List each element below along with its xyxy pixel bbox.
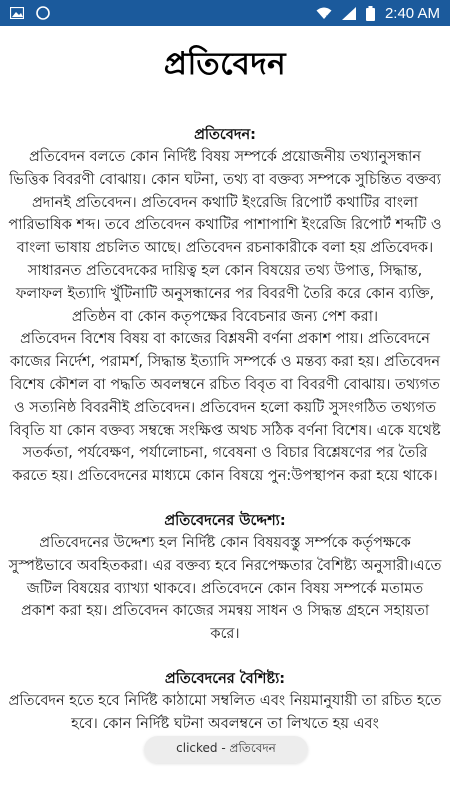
section-heading: প্রতিবেদনের উদ্দেশ্য: bbox=[164, 512, 286, 529]
paragraph: প্রতিবেদনের উদ্দেশ্য হল নির্দিষ্ট কোন বিষয়বস্তু সর্ম্পকে কর্তৃপক্ষকে সুস্পষ্টভাবে অবহিতকরা। এর বক্তব্য হবে নিরপেক্ষতার বৈশিষ্ট্য অনুসারী।এতে জটিল বিষয়ের ব্যাখ্যা থাকবে। প্রতিবেদনে কোন বিষয় সম্পর্কে মতামত প্রকাশ করা হয়। প্রতিবেদন কাজের সমন্বয় সাধন ও সিদ্ধন্ত গ্রহনে সহায়তা করে। bbox=[8, 534, 442, 643]
status-right bbox=[316, 5, 440, 22]
status-bar bbox=[0, 0, 450, 26]
paragraph: প্রতিবেদন বিশেষ বিষয় বা কাজের বিশ্লষনী বর্ণনা প্রকাশ পায়। প্রতিবেদনে কাজের নির্দেশ, পরামর্শ, সিদ্ধান্ত ইত্যাদি সম্পর্কে ও মন্তব্য করা হয়। প্রতিবেদন বিশেষ কৌশল বা পদ্ধতি অবলম্বনে রচিত বিবৃত বা বিবরণী বোঝায়। তথ্যগত ও সত্যনিষ্ঠ বিবরনীই প্রতিবেদন। প্রতিবেদন হলো কয়টি সুসংগঠিত তথ্যগত বিবৃতি যা কোন বক্তব্য সম্বন্ধে সংক্ষিপ্ত অথচ সঠিক বর্ণনা বিশেষ। একে যথেষ্ট সতর্কতা, পর্যবেক্ষণ, পর্যালোচনা, গবেষনা ও বিচার বিশ্লেষণের পর তৈরি করতে হয়। প্রতিবেদনের মাধ্যমে কোন বিষয়ে পুন:উপস্থাপন করা হয়ে থাকে। bbox=[9, 331, 441, 485]
page-title: প্রতিবেদন bbox=[163, 46, 287, 82]
paragraph: প্রতিবেদন বলতে কোন নির্দিষ্ট বিষয় সম্পর্কে প্রয়োজনীয় তথ্যানুসন্ধান ভিত্তিক বিবরণী বোঝায়। কোন ঘটনা, তথ্য বা বক্তব্য সম্পকে সুচিন্তিত বক্তব্য প্রদানই প্রতিবেদন। প্রতিবেদন কথাটি ইংরেজি রিপোর্ট কথাটির বাংলা পারিভাষিক শব্দ। তবে প্রতিবেদন কথাটির পাশাপাশি ইংরেজি রিপোর্ট শব্দটি ও বাংলা ভাষায় প্রচলিত আছে। প্রতিবেদন রচনাকারীকে বলা হয় প্রতিবেদক। সাধারনত প্রতিবেদকের দায়িত্ব হল কোন বিষয়ের তথ্য উপাত্ত, সিদ্ধান্ত, ফলাফল ইত্যাদি খুঁটিনাটি অনুসন্ধানের পর বিবরণী তৈরি করে কোন ব্যক্তি, প্রতিষ্ঠন বা কোন কতৃপক্ষের বিবেচনার জন্য পেশ করা। bbox=[8, 149, 442, 325]
toast-text: clicked - প্রতিবেদন bbox=[176, 740, 276, 755]
section-definition bbox=[8, 124, 442, 488]
section-purpose bbox=[8, 510, 442, 646]
section-body bbox=[8, 532, 442, 646]
circle-icon bbox=[36, 6, 50, 20]
status-left bbox=[10, 6, 50, 20]
battery-icon bbox=[366, 6, 375, 21]
section-features bbox=[8, 668, 442, 736]
article bbox=[0, 124, 450, 736]
svg-text:x: x bbox=[325, 13, 330, 20]
clock: 2:40 AM bbox=[384, 4, 440, 22]
content-scroll-area[interactable] bbox=[0, 26, 450, 800]
signal-icon bbox=[342, 7, 356, 20]
image-icon bbox=[10, 7, 24, 19]
toast-message bbox=[144, 736, 308, 763]
wifi-icon bbox=[316, 7, 332, 20]
section-body bbox=[8, 690, 442, 736]
section-body bbox=[8, 146, 442, 488]
section-heading: প্রতিবেদন: bbox=[194, 127, 256, 143]
paragraph: প্রতিবেদন হতে হবে নির্দিষ্ট কাঠামো সম্বলিত এবং নিয়মানুযায়ী তা রচিত হতে হবে। কোন নির্দিষ্ট ঘটনা অবলম্বনে তা লিখতে হয় এবং bbox=[8, 692, 442, 732]
section-heading: প্রতিবেদনের বৈশিষ্ট্য: bbox=[164, 670, 286, 687]
